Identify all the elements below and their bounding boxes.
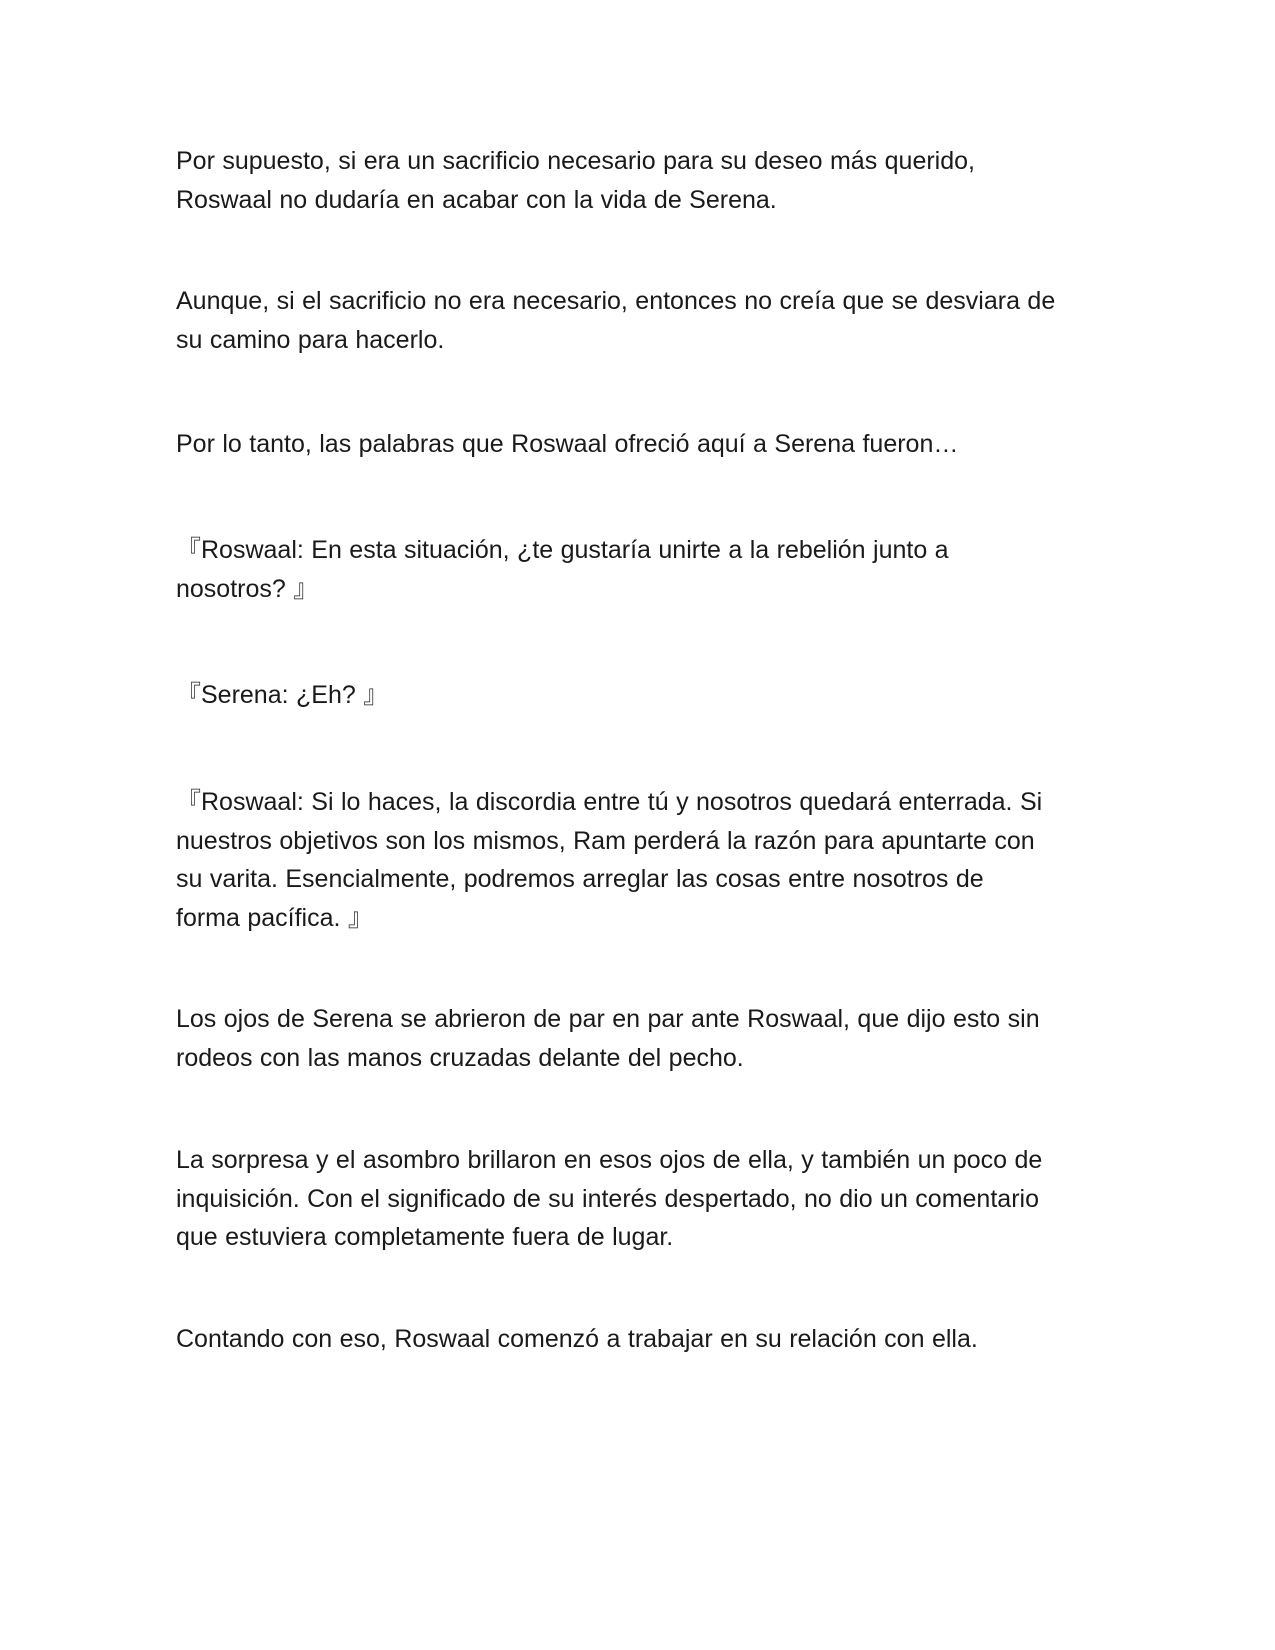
text-line: 『Roswaal: Si lo haces, la discordia entre tú y nosotros quedará enterrada. Si [176, 788, 1043, 816]
paragraph [176, 1320, 1106, 1359]
text-line: su camino para hacerlo. [176, 325, 445, 354]
text-line: que estuviera completamente fuera de lugar. [176, 1223, 674, 1251]
paragraph [176, 1000, 1106, 1077]
text-line: 『Roswaal: En esta situación, ¿te gustaría unirte a la rebelión junto a [176, 536, 949, 564]
paragraph [176, 142, 1106, 219]
paragraph [176, 425, 1106, 464]
dialogue-paragraph [176, 676, 1106, 715]
paragraph [176, 1141, 1106, 1257]
text-line: Por supuesto, si era un sacrificio necesario para su deseo más querido, [176, 147, 975, 175]
text-line: forma pacífica. 』 [176, 903, 373, 932]
text-line: Aunque, si el sacrificio no era necesario, entonces no creía que se desviara de [176, 287, 1056, 315]
text-line: Por lo tanto, las palabras que Roswaal ofreció aquí a Serena fueron… [176, 430, 959, 458]
dialogue-paragraph [176, 783, 1106, 937]
text-line: inquisición. Con el significado de su interés despertado, no dio un comentario [176, 1184, 1039, 1213]
paragraph [176, 282, 1106, 359]
text-line: su varita. Esencialmente, podremos arreglar las cosas entre nosotros de [176, 865, 984, 893]
text-line: Contando con eso, Roswaal comenzó a trabajar en su relación con ella. [176, 1325, 978, 1353]
text-line: nuestros objetivos son los mismos, Ram perderá la razón para apuntarte con [176, 826, 1035, 855]
text-line: Los ojos de Serena se abrieron de par en par ante Roswaal, que dijo esto sin [176, 1005, 1040, 1033]
text-line: Roswaal no dudaría en acabar con la vida de Serena. [176, 185, 777, 214]
text-line: 『Serena: ¿Eh? 』 [176, 681, 389, 709]
text-line: nosotros? 』 [176, 574, 319, 603]
text-line: rodeos con las manos cruzadas delante del pecho. [176, 1043, 744, 1072]
text-line: La sorpresa y el asombro brillaron en esos ojos de ella, y también un poco de [176, 1146, 1043, 1174]
dialogue-paragraph [176, 531, 1106, 608]
